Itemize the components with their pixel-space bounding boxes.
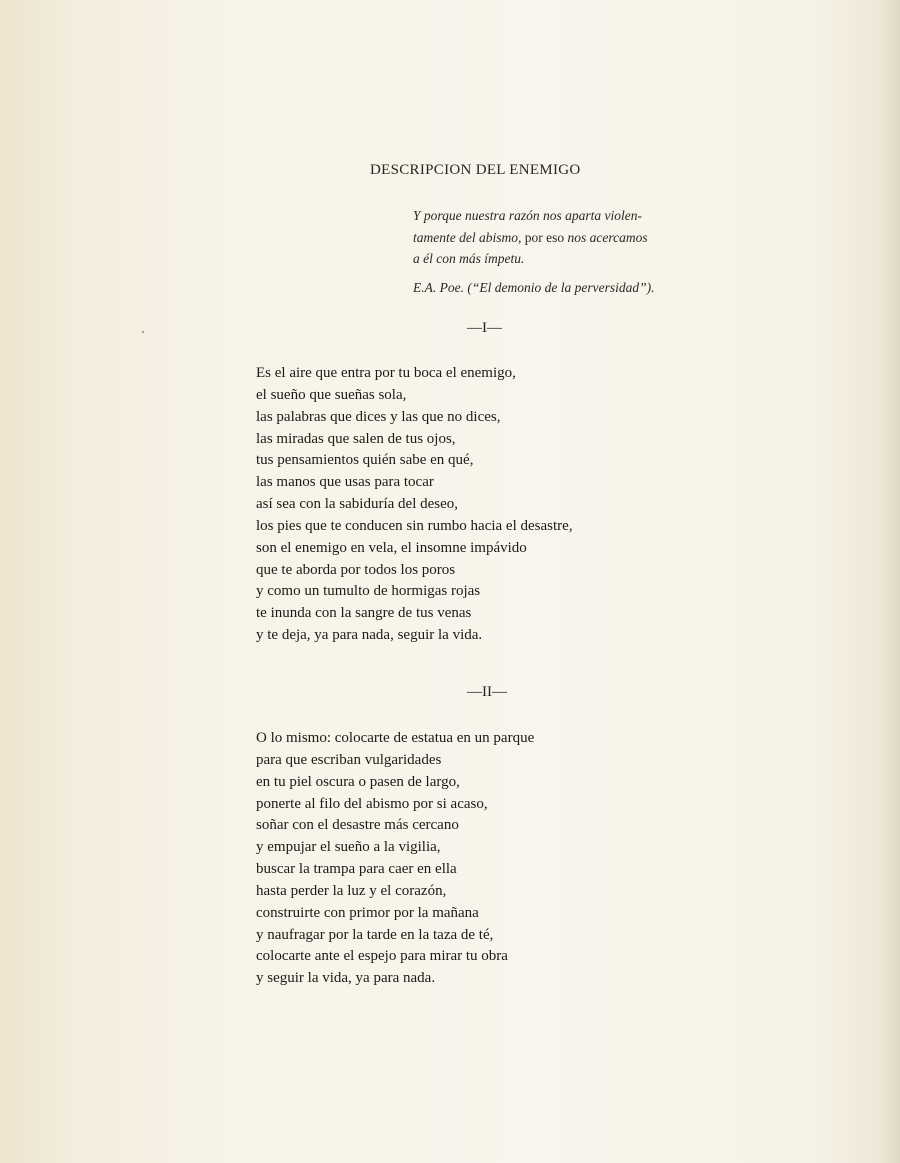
epigraph-fragment-plain: por eso [524, 229, 568, 245]
verse-line: y empujar el sueño a la vigilia, [256, 839, 441, 856]
verse-line: construirte con primor por la mañana [256, 904, 479, 921]
verse-line: y naufragar por la tarde en la taza de té, [256, 926, 494, 943]
epigraph-fragment: nos acercamos [567, 229, 648, 245]
page-edge-shadow [878, 0, 900, 1163]
verse-line: y te deja, ya para nada, seguir la vida. [256, 627, 483, 644]
epigraph-attribution: E.A. Poe. (“El demonio de la perversidad”). [413, 279, 655, 295]
verse-line: las manos que usas para tocar [256, 474, 434, 491]
section-mark-2: —II— [467, 684, 507, 700]
verse-line: así sea con la sabiduría del deseo, [256, 496, 459, 513]
verse-line: los pies que te conducen sin rumbo hacia el desastre, [256, 517, 573, 534]
verse-line: Es el aire que entra por tu boca el enemigo, [256, 365, 516, 381]
verse-line: tus pensamientos quién sabe en qué, [256, 452, 474, 469]
paper-speck [142, 331, 144, 333]
verse-line: en tu piel oscura o pasen de largo, [256, 773, 460, 790]
verse-line: colocarte ante el espejo para mirar tu obra [256, 948, 508, 965]
verse-line: y como un tumulto de hormigas rojas [256, 583, 481, 600]
verse-line: buscar la trampa para caer en ella [256, 861, 457, 878]
verse-line: soñar con el desastre más cercano [256, 817, 459, 834]
verse-line: el sueño que sueñas sola, [256, 386, 407, 403]
stanza-2 [256, 728, 534, 990]
verse-line: y seguir la vida, ya para nada. [256, 970, 436, 987]
verse-line: que te aborda por todos los poros [256, 561, 456, 578]
epigraph-line: a él con más ímpetu. [413, 251, 525, 266]
verse-line: las miradas que salen de tus ojos, [256, 430, 456, 447]
poem-title: DESCRIPCION DEL ENEMIGO [370, 162, 581, 178]
section-mark-1: —I— [467, 320, 502, 336]
verse-line: para que escriban vulgaridades [256, 751, 442, 768]
epigraph [413, 205, 654, 298]
stanza-1 [256, 363, 573, 647]
verse-line: O lo mismo: colocarte de estatua en un parque [256, 730, 535, 746]
verse-line: son el enemigo en vela, el insomne impávido [256, 539, 527, 556]
epigraph-fragment: tamente del abismo, [413, 229, 525, 245]
verse-line: ponerte al filo del abismo por si acaso, [256, 795, 488, 812]
verse-line: las palabras que dices y las que no dices, [256, 408, 501, 425]
verse-line: hasta perder la luz y el corazón, [256, 882, 447, 899]
epigraph-line: Y porque nuestra razón nos aparta violen- [413, 208, 642, 223]
verse-line: te inunda con la sangre de tus venas [256, 605, 472, 622]
epigraph-line [413, 227, 654, 249]
